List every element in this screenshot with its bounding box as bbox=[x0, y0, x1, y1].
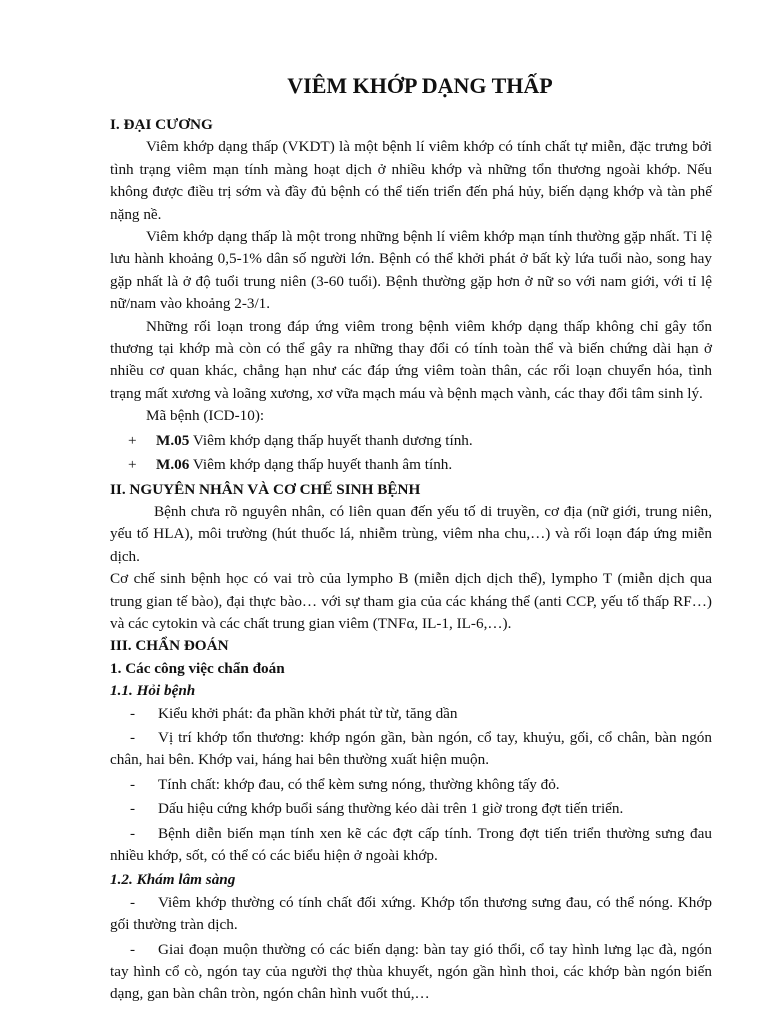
list-item bbox=[110, 939, 712, 1006]
section-heading-diagnosis: III. CHẨN ĐOÁN bbox=[110, 637, 229, 655]
section-heading-general: I. ĐẠI CƯƠNG bbox=[110, 116, 213, 133]
paragraph: Những rối loạn trong đáp ứng viêm trong bệnh viêm khớp dạng thấp không chỉ gây tổn thương tại khớp mà còn có thể gây ra những thay đổi có tính toàn thể và biến chứng dài hạn ở nhiều cơ quan khác, chẳng hạn như các đáp ứng viêm toàn thân, các rối loạn chuyển hóa, tình trạng mất xương và loãng xương, xơ vữa mạch máu và bệnh mạch vành, các thay đổi tâm sinh lý. bbox=[110, 317, 712, 402]
icd-code-label: Mã bệnh (ICD-10): bbox=[146, 407, 265, 425]
list-item bbox=[110, 892, 712, 937]
list-item-text: Viêm khớp thường có tính chất đối xứng. Khớp tổn thương sưng đau, có thể nóng. Khớp gối thường tràn dịch. bbox=[110, 893, 712, 934]
paragraph: Viêm khớp dạng thấp (VKDT) là một bệnh lí viêm khớp có tính chất tự miễn, đặc trưng bởi tình trạng viêm mạn tính màng hoạt dịch ở nhiều khớp và những tổn thương ngoài khớp. Nếu không được điều trị sớm và đầy đủ bệnh có thể tiến triển đến phá hủy, biến dạng khớp và tàn phế nặng nề. bbox=[110, 138, 712, 223]
subsection-heading: 1.1. Hỏi bệnh bbox=[110, 682, 196, 700]
list-item bbox=[110, 823, 712, 868]
list-item-text: Bệnh diễn biến mạn tính xen kẽ các đợt cấp tính. Trong đợt tiến triển thường sưng đau nhiều khớp, sốt, có thể có các biểu hiện ở ngoài khớp. bbox=[110, 824, 712, 864]
icd-code-description: Viêm khớp dạng thấp huyết thanh dương tính. bbox=[189, 431, 473, 449]
subsection-heading: 1. Các công việc chẩn đoán bbox=[110, 659, 285, 677]
icd-code: M.05 bbox=[156, 431, 190, 449]
list-item-text: Kiểu khởi phát: đa phần khởi phát từ từ, tăng dần bbox=[158, 704, 458, 722]
dash-bullet-icon: - bbox=[130, 775, 136, 793]
dash-bullet-icon: - bbox=[130, 893, 136, 911]
list-item-text: Giai đoạn muộn thường có các biến dạng: bàn tay gió thổi, cổ tay hình lưng lạc đà, ngón tay hình cổ cò, ngón tay của người thợ thùa khuyết, ngón gần hình thoi, các khớp bàn ngón biến dạng, gan bàn chân tròn, ngón chân hình vuốt thú,… bbox=[110, 940, 712, 1003]
document-title: VIÊM KHỚP DẠNG THẤP bbox=[287, 73, 553, 98]
list-item-text: Dấu hiệu cứng khớp buổi sáng thường kéo dài trên 1 giờ trong đợt tiến triển. bbox=[158, 800, 624, 818]
section-heading-causes: II. NGUYÊN NHÂN VÀ CƠ CHẾ SINH BỆNH bbox=[110, 480, 421, 498]
list-item-text: Vị trí khớp tổn thương: khớp ngón gần, bàn ngón, cổ tay, khuỷu, gối, cổ chân, bàn ngón chân, hai bên. Khớp vai, háng hai bên thường xuất hiện muộn. bbox=[110, 728, 712, 769]
dash-bullet-icon: - bbox=[130, 728, 136, 746]
paragraph: Cơ chế sinh bệnh học có vai trò của lympho B (miễn dịch dịch thể), lympho T (miễn dịch qua trung gian tế bào), đại thực bào… với sự tham gia của các kháng thể (anti CCP, yếu tố thấp RF…) và các cytokin và các chất trung gian viêm (TNFα, IL-1, IL-6,…). bbox=[110, 570, 712, 632]
icd-code-item bbox=[110, 454, 712, 476]
list-item bbox=[110, 774, 712, 796]
icd-code-item bbox=[110, 430, 712, 452]
paragraph: Viêm khớp dạng thấp là một trong những bệnh lí viêm khớp mạn tính thường gặp nhất. Tỉ lệ lưu hành khoảng 0,5-1% dân số người lớn. Bệnh có thể khởi phát ở bất kỳ lứa tuổi nào, song hay gặp nhất là ở độ tuổi trung niên (3-60 tuổi). Bệnh thường gặp hơn ở nữ so với nam giới, với tỉ lệ nữ/nam vào khoảng 2-3/1. bbox=[110, 228, 712, 313]
list-item bbox=[110, 798, 712, 820]
list-item bbox=[110, 727, 712, 772]
paragraph: Bệnh chưa rõ nguyên nhân, có liên quan đến yếu tố di truyền, cơ địa (nữ giới, trung niên, yếu tố HLA), môi trường (hút thuốc lá, nhiễm trùng, viêm nha chu,…) và rối loạn đáp ứng miễn dịch. bbox=[110, 502, 712, 565]
plus-bullet-icon: + bbox=[128, 456, 137, 474]
icd-code-description: Viêm khớp dạng thấp huyết thanh âm tính. bbox=[189, 456, 453, 474]
dash-bullet-icon: - bbox=[130, 940, 136, 958]
dash-bullet-icon: - bbox=[130, 704, 136, 722]
dash-bullet-icon: - bbox=[130, 824, 136, 842]
list-item bbox=[110, 703, 712, 725]
plus-bullet-icon: + bbox=[128, 431, 137, 449]
icd-code: M.06 bbox=[156, 456, 190, 474]
dash-bullet-icon: - bbox=[130, 800, 136, 818]
list-item-text: Tính chất: khớp đau, có thể kèm sưng nóng, thường không tấy đỏ. bbox=[158, 775, 560, 793]
subsection-heading: 1.2. Khám lâm sàng bbox=[110, 871, 236, 889]
